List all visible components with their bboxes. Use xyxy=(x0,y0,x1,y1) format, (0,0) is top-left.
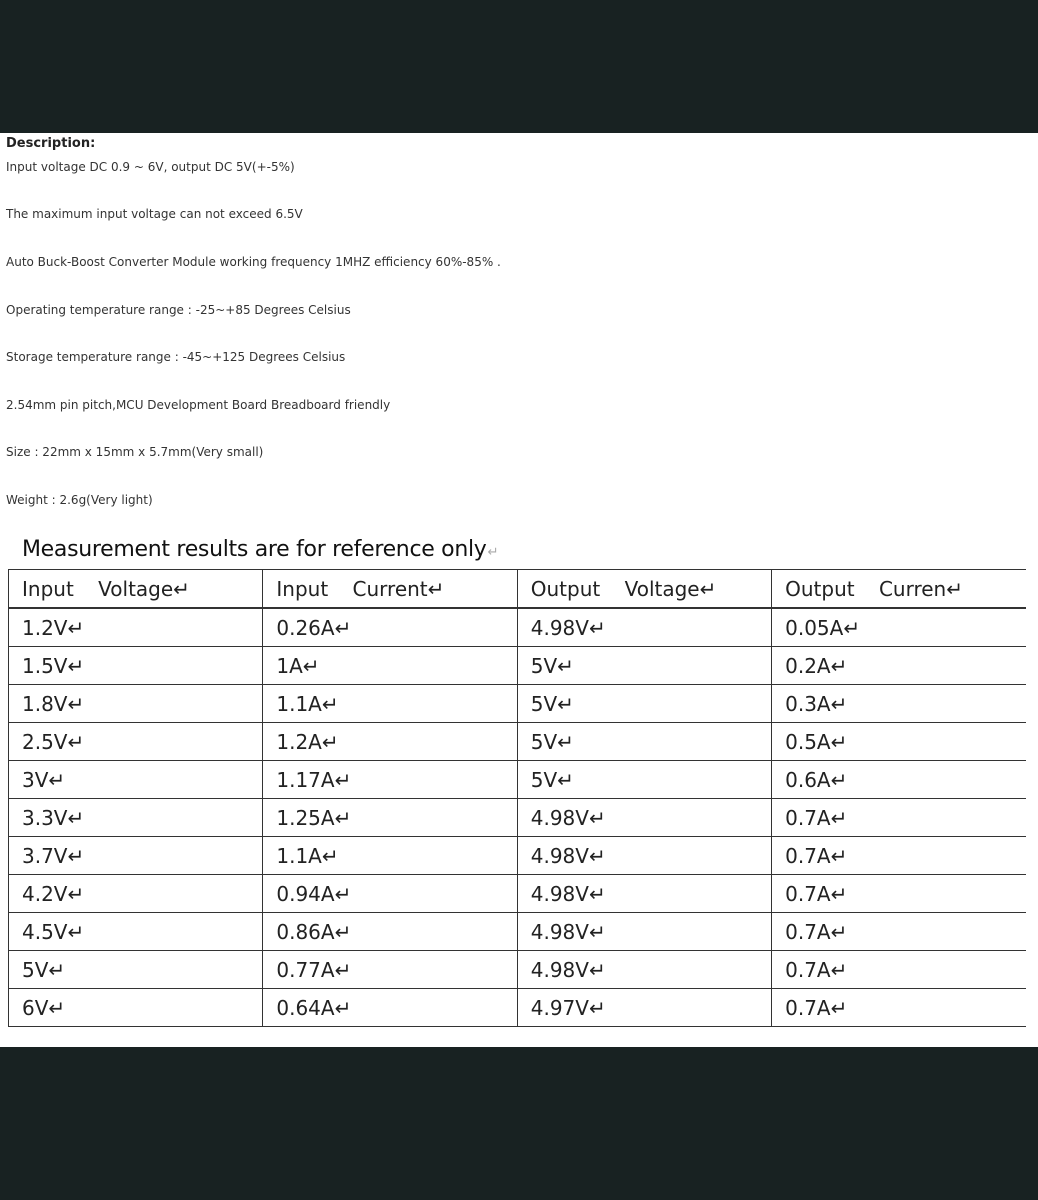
paragraph-mark-icon: ↵ xyxy=(321,843,339,868)
table-cell: 5V↵ xyxy=(517,647,771,685)
paragraph-mark-icon: ↵ xyxy=(334,615,352,640)
table-cell: 0.5A↵ xyxy=(772,723,1026,761)
table-cell: 4.98V↵ xyxy=(517,951,771,989)
table-cell: 0.7A↵ xyxy=(772,875,1026,913)
table-cell: 1.1A↵ xyxy=(263,837,517,875)
table-cell: 1.1A↵ xyxy=(263,685,517,723)
paragraph-mark-icon: ↵ xyxy=(830,691,848,716)
paragraph-mark-icon: ↵ xyxy=(830,805,848,830)
paragraph-mark-icon: ↵ xyxy=(67,843,85,868)
paragraph-mark-icon: ↵ xyxy=(588,995,606,1020)
table-row xyxy=(9,951,1027,989)
table-cell: 3.7V↵ xyxy=(9,837,263,875)
paragraph-mark-icon: ↵ xyxy=(830,957,848,982)
paragraph-mark-icon: ↵ xyxy=(321,691,339,716)
table-caption-text: Measurement results are for reference only xyxy=(22,537,487,562)
description-line: Input voltage DC 0.9 ~ 6V, output DC 5V(+-5%) xyxy=(6,160,295,174)
paragraph-mark-icon: ↵ xyxy=(334,919,352,944)
paragraph-mark-icon: ↵ xyxy=(334,957,352,982)
header-input-current: Input Current↵ xyxy=(263,570,517,609)
table-cell: 3.3V↵ xyxy=(9,799,263,837)
paragraph-mark-icon: ↵ xyxy=(67,653,85,678)
table-cell: 0.7A↵ xyxy=(772,951,1026,989)
measurement-table xyxy=(8,569,1026,1027)
table-cell: 4.97V↵ xyxy=(517,989,771,1027)
table-cell: 0.94A↵ xyxy=(263,875,517,913)
paragraph-mark-icon: ↵ xyxy=(334,805,352,830)
paragraph-mark-icon: ↵ xyxy=(321,729,339,754)
table-cell: 0.7A↵ xyxy=(772,837,1026,875)
paragraph-mark-icon: ↵ xyxy=(588,805,606,830)
table-cell: 3V↵ xyxy=(9,761,263,799)
paragraph-mark-icon: ↵ xyxy=(427,576,445,601)
paragraph-mark-icon: ↵ xyxy=(830,919,848,944)
table-row xyxy=(9,989,1027,1027)
paragraph-mark-icon: ↵ xyxy=(588,615,606,640)
paragraph-mark-icon: ↵ xyxy=(588,919,606,944)
paragraph-mark-icon: ↵ xyxy=(588,843,606,868)
table-caption xyxy=(22,537,498,562)
header-output-current: Output Curren↵ xyxy=(772,570,1026,609)
paragraph-mark-icon: ↵ xyxy=(173,576,190,601)
paragraph-mark-icon: ↵ xyxy=(67,919,85,944)
table-cell: 2.5V↵ xyxy=(9,723,263,761)
header-input-voltage: Input Voltage↵ xyxy=(9,570,263,609)
table-cell: 1A↵ xyxy=(263,647,517,685)
paragraph-mark-icon: ↵ xyxy=(557,729,574,754)
table-cell: 1.8V↵ xyxy=(9,685,263,723)
description-line: Operating temperature range : -25~+85 Degrees Celsius xyxy=(6,303,351,317)
table-cell: 1.5V↵ xyxy=(9,647,263,685)
paragraph-mark-icon: ↵ xyxy=(302,653,320,678)
paragraph-mark-icon: ↵ xyxy=(487,545,499,560)
description-title: Description: xyxy=(6,136,96,151)
paragraph-mark-icon: ↵ xyxy=(67,691,85,716)
table-row xyxy=(9,875,1027,913)
table-cell: 0.64A↵ xyxy=(263,989,517,1027)
paragraph-mark-icon: ↵ xyxy=(843,615,861,640)
table-cell: 1.2A↵ xyxy=(263,723,517,761)
description-line: Weight : 2.6g(Very light) xyxy=(6,493,153,507)
paragraph-mark-icon: ↵ xyxy=(334,995,352,1020)
table-cell: 1.2V↵ xyxy=(9,608,263,647)
table-cell: 5V↵ xyxy=(517,761,771,799)
paragraph-mark-icon: ↵ xyxy=(830,767,848,792)
description-line: Storage temperature range : -45~+125 Degrees Celsius xyxy=(6,350,346,364)
paragraph-mark-icon: ↵ xyxy=(48,995,66,1020)
paragraph-mark-icon: ↵ xyxy=(334,881,352,906)
description-line: Auto Buck-Boost Converter Module working frequency 1MHZ efficiency 60%-85% . xyxy=(6,255,501,269)
table-cell: 0.6A↵ xyxy=(772,761,1026,799)
paragraph-mark-icon: ↵ xyxy=(48,957,66,982)
table-cell: 0.05A↵ xyxy=(772,608,1026,647)
paragraph-mark-icon: ↵ xyxy=(830,843,848,868)
paragraph-mark-icon: ↵ xyxy=(699,576,717,601)
table-cell: 0.7A↵ xyxy=(772,989,1026,1027)
table-cell: 4.5V↵ xyxy=(9,913,263,951)
table-cell: 0.7A↵ xyxy=(772,913,1026,951)
table-row xyxy=(9,647,1027,685)
table-row xyxy=(9,608,1027,647)
table-cell: 4.98V↵ xyxy=(517,608,771,647)
table-header-row xyxy=(9,570,1027,609)
paragraph-mark-icon: ↵ xyxy=(830,995,848,1020)
paragraph-mark-icon: ↵ xyxy=(588,957,606,982)
paragraph-mark-icon: ↵ xyxy=(67,881,85,906)
table-body xyxy=(9,608,1027,1027)
table-cell: 4.2V↵ xyxy=(9,875,263,913)
table-cell: 1.17A↵ xyxy=(263,761,517,799)
paragraph-mark-icon: ↵ xyxy=(334,767,352,792)
paragraph-mark-icon: ↵ xyxy=(67,615,85,640)
table-cell: 1.25A↵ xyxy=(263,799,517,837)
paragraph-mark-icon: ↵ xyxy=(946,576,963,601)
header-output-voltage: Output Voltage↵ xyxy=(517,570,771,609)
description-line: 2.54mm pin pitch,MCU Development Board Breadboard friendly xyxy=(6,398,391,412)
table-cell: 0.77A↵ xyxy=(263,951,517,989)
table-cell: 4.98V↵ xyxy=(517,799,771,837)
table-row xyxy=(9,761,1027,799)
table-row xyxy=(9,799,1027,837)
description-line: Size : 22mm x 15mm x 5.7mm(Very small) xyxy=(6,445,264,459)
table-row xyxy=(9,685,1027,723)
paragraph-mark-icon: ↵ xyxy=(830,653,848,678)
table-cell: 4.98V↵ xyxy=(517,837,771,875)
table-cell: 4.98V↵ xyxy=(517,913,771,951)
table-cell: 0.2A↵ xyxy=(772,647,1026,685)
table-cell: 6V↵ xyxy=(9,989,263,1027)
table-row xyxy=(9,913,1027,951)
table-row xyxy=(9,837,1027,875)
table-cell: 0.86A↵ xyxy=(263,913,517,951)
table-row xyxy=(9,723,1027,761)
paragraph-mark-icon: ↵ xyxy=(67,729,85,754)
table-cell: 5V↵ xyxy=(517,723,771,761)
table-cell: 4.98V↵ xyxy=(517,875,771,913)
table-cell: 5V↵ xyxy=(9,951,263,989)
table-cell: 5V↵ xyxy=(517,685,771,723)
paragraph-mark-icon: ↵ xyxy=(830,729,848,754)
table-cell: 0.3A↵ xyxy=(772,685,1026,723)
table-cell: 0.7A↵ xyxy=(772,799,1026,837)
paragraph-mark-icon: ↵ xyxy=(48,767,66,792)
table-cell: 0.26A↵ xyxy=(263,608,517,647)
paragraph-mark-icon: ↵ xyxy=(557,653,574,678)
paragraph-mark-icon: ↵ xyxy=(67,805,85,830)
description-line: The maximum input voltage can not exceed 6.5V xyxy=(6,207,303,221)
paragraph-mark-icon: ↵ xyxy=(588,881,606,906)
paragraph-mark-icon: ↵ xyxy=(557,691,574,716)
paragraph-mark-icon: ↵ xyxy=(830,881,848,906)
paragraph-mark-icon: ↵ xyxy=(557,767,574,792)
document-sheet xyxy=(0,133,1038,1047)
